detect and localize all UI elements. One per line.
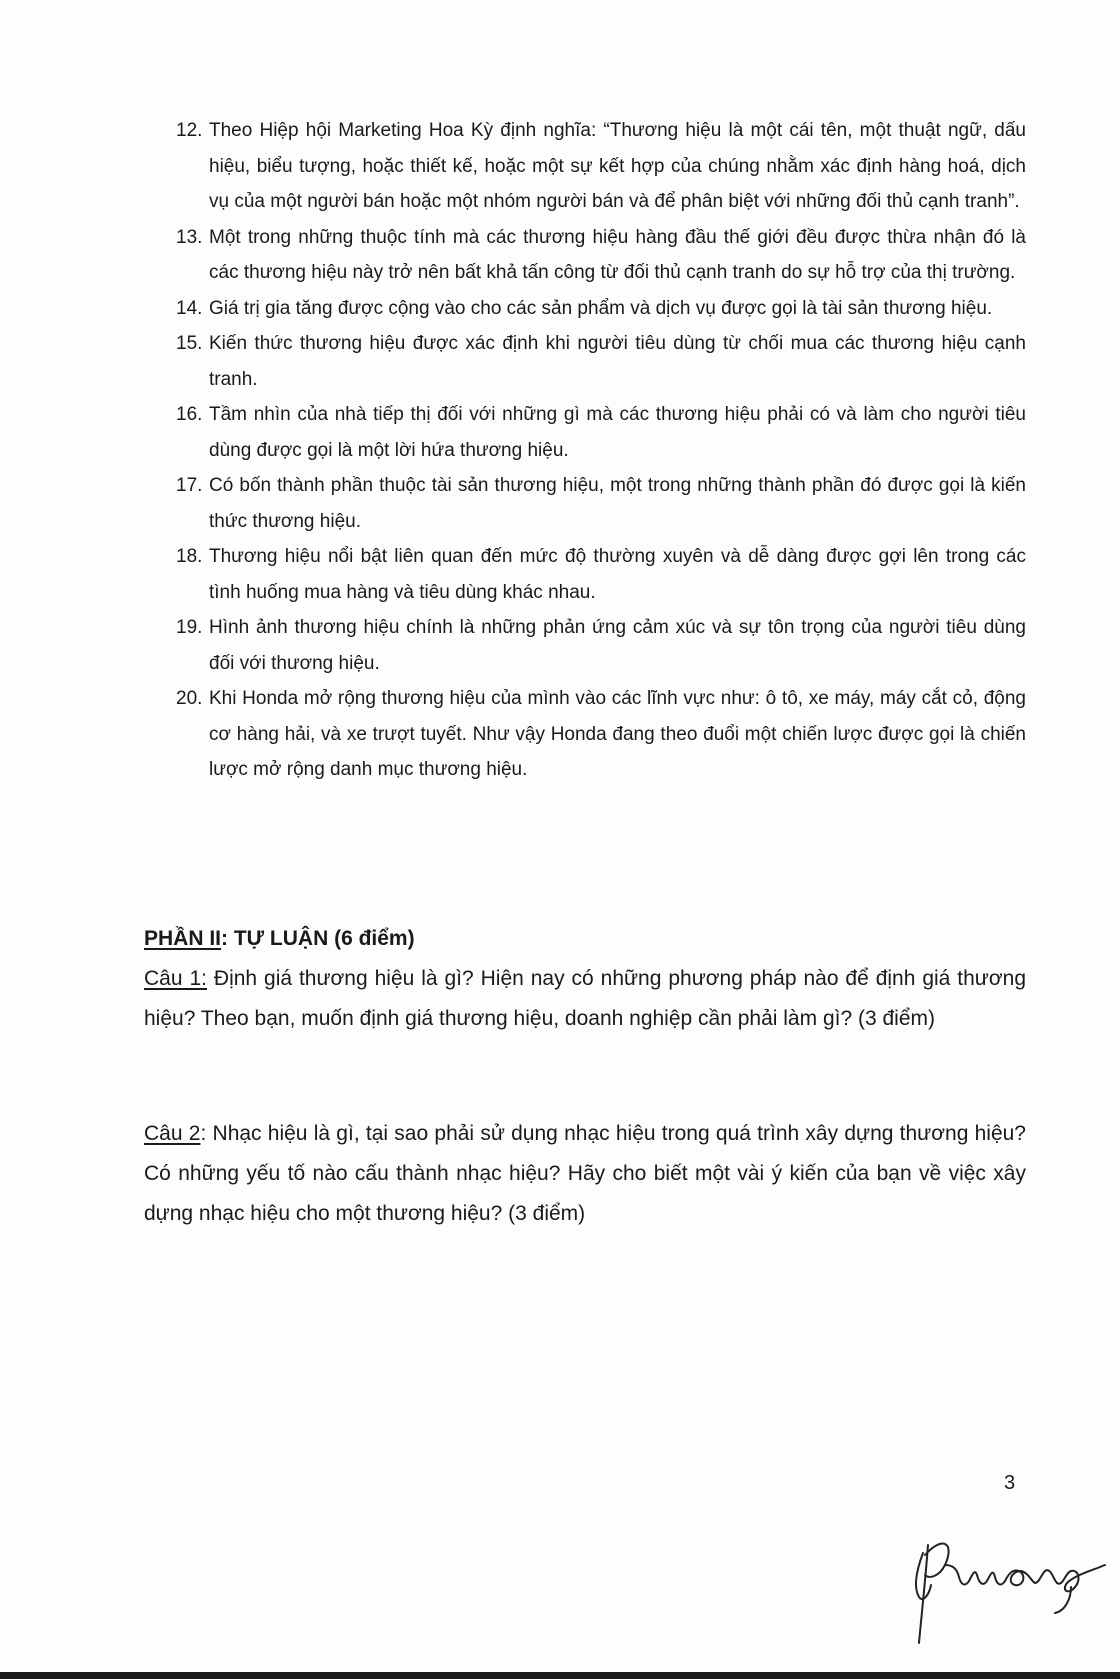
item-text: Một trong những thuộc tính mà các thương hiệu hàng đầu thế giới đều được thừa nhận đó là các thương hiệu này trở nên bất khả tấn công từ đối thủ cạnh tranh do sự hỗ trợ của thị trường. [209,226,1026,283]
item-number: 18. [176,546,203,567]
item-text: Kiến thức thương hiệu được xác định khi người tiêu dùng từ chối mua các thương hiệu cạnh tranh. [209,333,1026,390]
question-label: Câu 1: [144,967,207,990]
item-number: 16. [176,404,203,425]
list-item [176,539,1026,610]
essay-question-1 [144,959,1026,1039]
bottom-border [0,1672,1120,1679]
item-text: Giá trị gia tăng được cộng vào cho các sản phẩm và dịch vụ được gọi là tài sản thương hiệu. [209,297,993,319]
list-item [176,326,1026,397]
list-item [176,610,1026,681]
question-label: Câu 2 [144,1122,201,1145]
item-number: 12. [176,120,203,141]
item-number: 13. [176,226,203,248]
item-number: 15. [176,333,203,354]
question-text: : Nhạc hiệu là gì, tại sao phải sử dụng nhạc hiệu trong quá trình xây dựng thương hiệu? Có những yếu tố nào cấu thành nhạc hiệu? Hãy cho biết một vài ý kiến của bạn về việc xây dựng nhạc hiệu cho một thương hiệu? (3 điểm) [144,1122,1026,1225]
page-number: 3 [1004,1472,1016,1494]
item-text: Có bốn thành phần thuộc tài sản thương hiệu, một trong những thành phần đó được gọi là kiến thức thương hiệu. [209,475,1026,532]
handwritten-signature [895,1525,1120,1645]
section-title-rest: : TỰ LUẬN (6 điểm) [221,927,415,950]
list-item [176,397,1026,468]
section-part-label: PHẦN II [144,927,222,950]
list-item [176,291,1026,327]
section-title [144,922,1026,956]
list-item [176,468,1026,539]
list-item [176,681,1026,788]
item-number: 17. [176,475,203,496]
item-number: 19. [176,617,203,638]
question-text: Định giá thương hiệu là gì? Hiện nay có những phương pháp nào để định giá thương hiệu? Theo bạn, muốn định giá thương hiệu, doanh nghiệp cần phải làm gì? (3 điểm) [144,967,1026,1030]
item-text: Hình ảnh thương hiệu chính là những phản ứng cảm xúc và sự tôn trọng của người tiêu dùng đối với thương hiệu. [209,617,1026,674]
item-text: Khi Honda mở rộng thương hiệu của mình vào các lĩnh vực như: ô tô, xe máy, máy cắt cỏ, động cơ hàng hải, và xe trượt tuyết. Như vậy Honda đang theo đuổi một chiến lược được gọi là chiến lược mở rộng danh mục thương hiệu. [209,688,1026,780]
item-number: 20. [176,688,203,709]
item-number: 14. [176,297,203,319]
essay-question-2 [144,1114,1026,1234]
true-false-question-list [176,113,1026,788]
item-text: Thương hiệu nổi bật liên quan đến mức độ thường xuyên và dễ dàng được gợi lên trong các tình huống mua hàng và tiêu dùng khác nhau. [209,546,1026,603]
list-item [176,220,1026,291]
item-text: Tầm nhìn của nhà tiếp thị đối với những gì mà các thương hiệu phải có và làm cho người tiêu dùng được gọi là một lời hứa thương hiệu. [209,404,1026,461]
item-text: Theo Hiệp hội Marketing Hoa Kỳ định nghĩa: “Thương hiệu là một cái tên, một thuật ngữ, dấu hiệu, biểu tượng, hoặc thiết kế, hoặc một sự kết hợp của chúng nhằm xác định hàng hoá, dịch vụ của một người bán hoặc một nhóm người bán và để phân biệt với những đối thủ cạnh tranh”. [209,120,1026,212]
list-item [176,113,1026,220]
